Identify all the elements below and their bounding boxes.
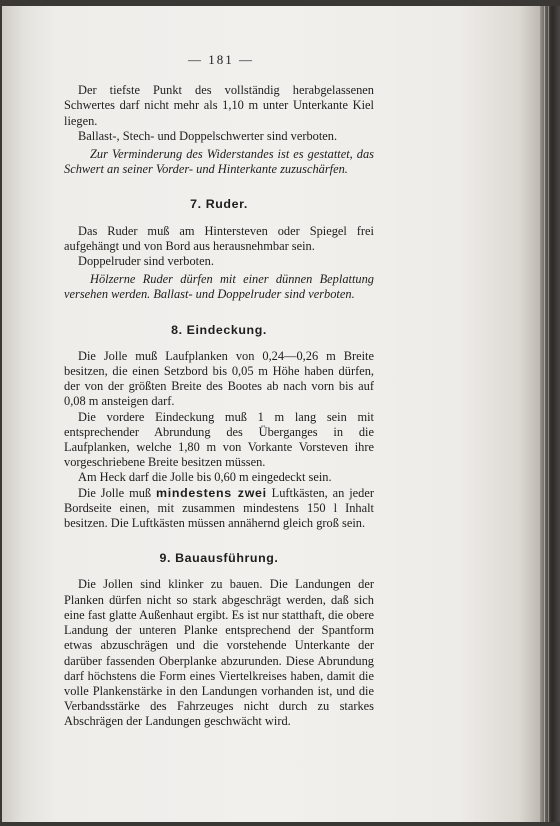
- page-content: [64, 52, 374, 730]
- text-segment: Luftkästen, an jeder Bordseite einen, mit zusammen mindestens 150 l Inhalt besitzen. Die Luftkästen müssen annähernd gleich groß sein.: [64, 485, 374, 531]
- book-page: [2, 6, 540, 822]
- text-segment: Zur Verminderung des Widerstandes ist es gestattet, das Schwert an seiner Vorder- und Hinterkante zuzuschärfen.: [64, 147, 374, 177]
- paragraph-laufplanken: [64, 349, 374, 410]
- emphasized-text: mindestens zwei: [156, 485, 267, 500]
- paragraph-schwert-depth: [64, 83, 374, 129]
- text-segment: Die Jolle muß: [78, 485, 156, 500]
- section-heading-eindeckung: 8. Eindeckung.: [171, 322, 267, 337]
- text-segment: Am Heck darf die Jolle bis 0,60 m eingedeckt sein.: [78, 470, 332, 485]
- paragraph-ruder-double: [64, 254, 374, 269]
- text-segment: Die Jolle muß Laufplanken von 0,24—0,26 m Breite besitzen, die einen Setzbord bis 0,05 m Höhe haben dürfen, der von der größten Breite des Bootes ab nach vorn bis auf 0,08 m ansteigen darf.: [64, 348, 374, 409]
- paragraph-vordere-eindeckung: [64, 410, 374, 471]
- paragraph-klinkerbau: [64, 577, 374, 729]
- page-edge-shadow: [540, 6, 560, 822]
- paragraph-ruder-mount: [64, 224, 374, 254]
- page-number: — 181 —: [188, 52, 254, 67]
- text-segment: Das Ruder muß am Hintersteven oder Spiegel frei aufgehängt und von Bord aus herausnehmbar sein.: [64, 223, 374, 253]
- text-segment: Die Jollen sind klinker zu bauen. Die Landungen der Planken dürfen nicht so stark abgeschrägt werden, daß sich eine fast glatte Außenhaut ergibt. Es ist nur statthaft, die obere Landung der unteren Planke entsprechend der Spantform etwas abzuschrägen und die vorstehende Unterkante der darüber fassenden Oberplanke abzurunden. Diese Abrundung darf höchstens die Form eines Viertelkreises haben, damit die volle Plankenstärke in den Landungen vorhanden ist, und die Verbandsstärke des Fahrzeuges nicht durch zu starkes Abschrägen der Landungen geschwächt wird.: [64, 577, 374, 729]
- paragraph-luftkaesten: [64, 486, 374, 532]
- text-segment: Hölzerne Ruder dürfen mit einer dünnen Beplattung versehen werden. Ballast- und Doppelruder sind verboten.: [64, 272, 374, 302]
- paragraph-schwert-forbidden: [64, 129, 374, 144]
- section-heading-ruder: 7. Ruder.: [190, 197, 248, 212]
- section-heading-bauausfuehrung: 9. Bauausführung.: [159, 551, 279, 566]
- note-ruder: [64, 272, 374, 302]
- text-segment: Ballast-, Stech- und Doppelschwerter sind verboten.: [78, 128, 338, 143]
- text-segment: Doppelruder sind verboten.: [78, 254, 214, 269]
- paragraph-heck: [64, 470, 374, 485]
- note-schwert: [64, 147, 374, 177]
- text-segment: Die vordere Eindeckung muß 1 m lang sein mit entsprechender Abrundung des Überganges in die Laufplanken, welche 1,80 m von Vorkante Vorsteven ihre vorgeschriebene Breite besitzen müssen.: [64, 409, 374, 470]
- text-segment: Der tiefste Punkt des vollständig herabgelassenen Schwertes darf nicht mehr als 1,10 m unter Unterkante Kiel liegen.: [64, 83, 374, 128]
